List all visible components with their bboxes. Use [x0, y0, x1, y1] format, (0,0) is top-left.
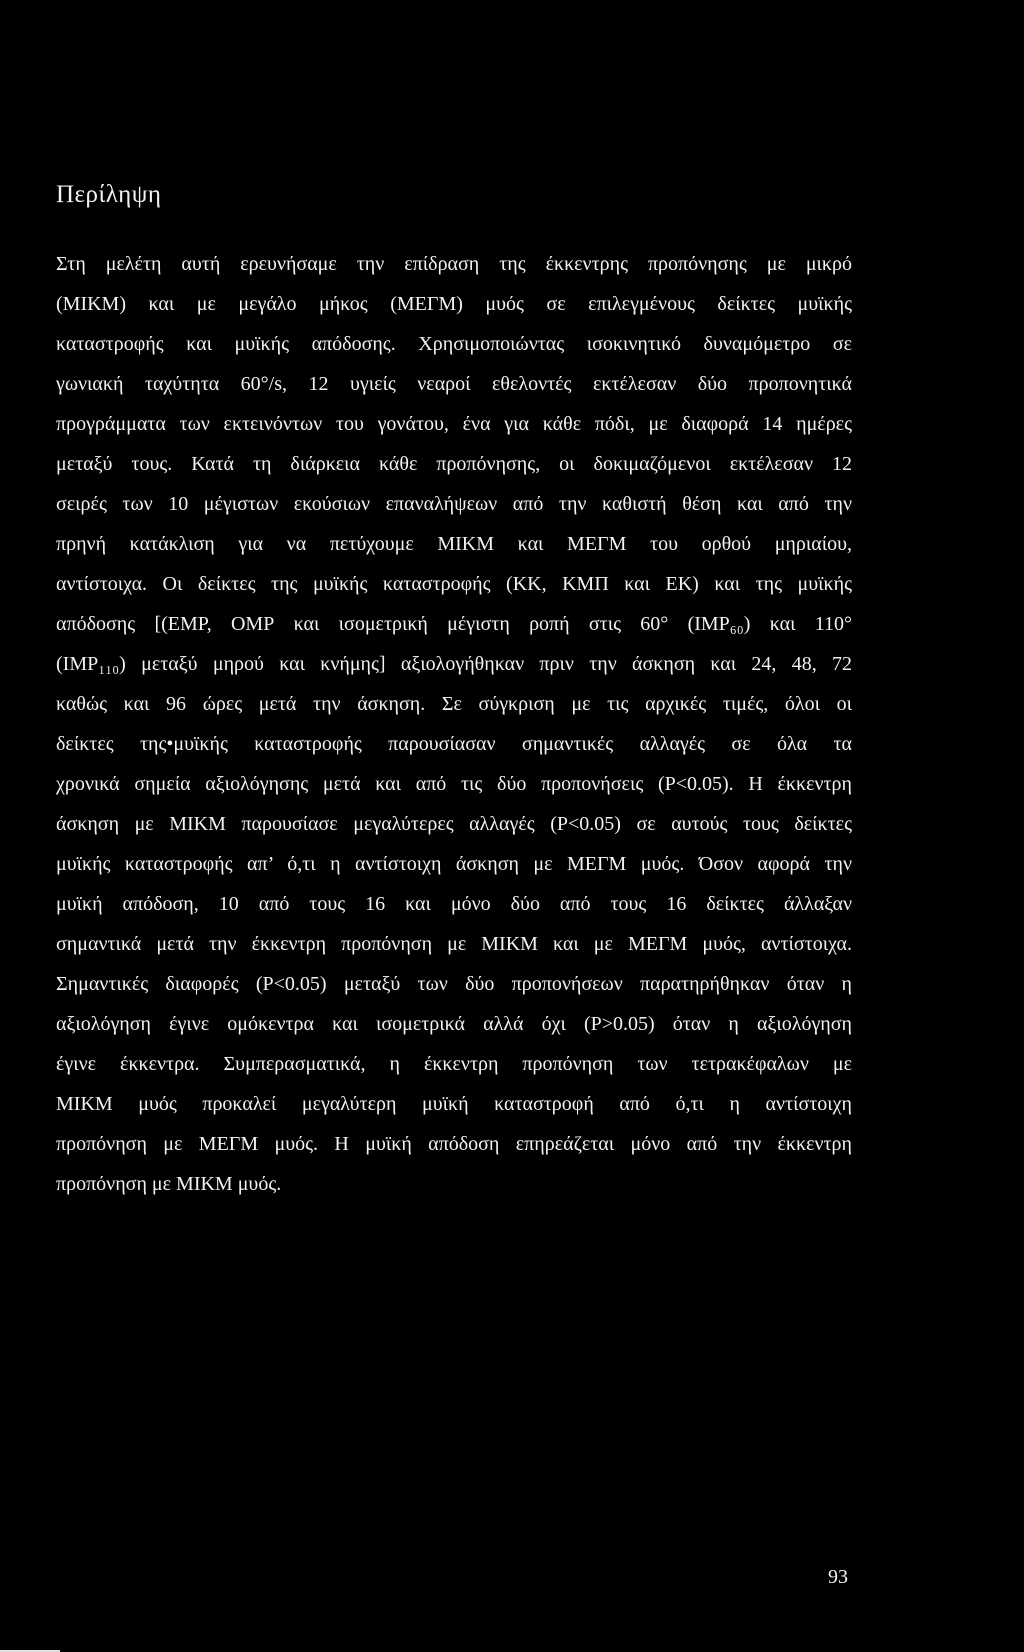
- abstract-line: (ΙΜΡ₁₁₀) μεταξύ μηρού και κνήμης] αξιολογήθηκαν πριν την άσκηση και 24, 48, 72: [56, 653, 852, 675]
- abstract-line: γωνιακή ταχύτητα 60°/s, 12 υγιείς νεαροί εθελοντές εκτέλεσαν δύο προπονητικά: [56, 373, 852, 395]
- abstract-line: προγράμματα των εκτεινόντων του γονάτου, ένα για κάθε πόδι, με διαφορά 14 ημέρες: [56, 413, 852, 435]
- abstract-line: καθώς και 96 ώρες μετά την άσκηση. Σε σύγκριση με τις αρχικές τιμές, όλοι οι: [56, 693, 852, 715]
- abstract-line: έγινε έκκεντρα. Συμπερασματικά, η έκκεντρη προπόνηση των τετρακέφαλων με: [56, 1053, 852, 1075]
- abstract-line: μυϊκή απόδοση, 10 από τους 16 και μόνο δύο από τους 16 δείκτες άλλαξαν: [56, 893, 852, 915]
- abstract-line: σειρές των 10 μέγιστων εκούσιων επαναλήψεων από την καθιστή θέση και από την: [56, 493, 852, 515]
- abstract-line: πρηνή κατάκλιση για να πετύχουμε ΜΙΚΜ και ΜΕΓΜ του ορθού μηριαίου,: [56, 533, 852, 555]
- abstract-line: σημαντικά μετά την έκκεντρη προπόνηση με ΜΙΚΜ και με ΜΕΓΜ μυός, αντίστοιχα.: [56, 933, 852, 955]
- page-number: 93: [828, 1566, 848, 1588]
- abstract-line: (ΜΙΚΜ) και με μεγάλο μήκος (ΜΕΓΜ) μυός σε επιλεγμένους δείκτες μυϊκής: [56, 293, 852, 315]
- section-heading: Περίληψη: [56, 181, 162, 208]
- abstract-line: μυϊκής καταστροφής απ’ ό,τι η αντίστοιχη άσκηση με ΜΕΓΜ μυός. Όσον αφορά την: [56, 853, 852, 875]
- abstract-line: ΜΙΚΜ μυός προκαλεί μεγαλύτερη μυϊκή καταστροφή από ό,τι η αντίστοιχη: [56, 1093, 852, 1115]
- abstract-line: προπόνηση με ΜΙΚΜ μυός.: [56, 1173, 282, 1195]
- abstract-line: Σημαντικές διαφορές (Ρ<0.05) μεταξύ των δύο προπονήσεων παρατηρήθηκαν όταν η: [56, 973, 852, 995]
- abstract-line: προπόνηση με ΜΕΓΜ μυός. Η μυϊκή απόδοση επηρεάζεται μόνο από την έκκεντρη: [56, 1133, 852, 1155]
- abstract-line: Στη μελέτη αυτή ερευνήσαμε την επίδραση της έκκεντρης προπόνησης με μικρό: [56, 253, 852, 275]
- abstract-line: καταστροφής και μυϊκής απόδοσης. Χρησιμοποιώντας ισοκινητικό δυναμόμετρο σε: [56, 333, 852, 355]
- abstract-line: αντίστοιχα. Οι δείκτες της μυϊκής καταστροφής (ΚΚ, ΚΜΠ και ΕΚ) και της μυϊκής: [56, 573, 852, 595]
- abstract-line: μεταξύ τους. Κατά τη διάρκεια κάθε προπόνησης, οι δοκιμαζόμενοι εκτέλεσαν 12: [56, 453, 852, 475]
- abstract-line: αξιολόγηση έγινε ομόκεντρα και ισομετρικά αλλά όχι (Ρ>0.05) όταν η αξιολόγηση: [56, 1013, 852, 1035]
- abstract-line: άσκηση με ΜΙΚΜ παρουσίασε μεγαλύτερες αλλαγές (Ρ<0.05) σε αυτούς τους δείκτες: [56, 813, 852, 835]
- abstract-line: δείκτες της•μυϊκής καταστροφής παρουσίασαν σημαντικές αλλαγές σε όλα τα: [56, 733, 852, 755]
- abstract-line: απόδοσης [(ΕΜΡ, ΟΜΡ και ισομετρική μέγιστη ροπή στις 60° (ΙΜΡ₆₀) και 110°: [56, 613, 852, 635]
- abstract-line: χρονικά σημεία αξιολόγησης μετά και από τις δύο προπονήσεις (Ρ<0.05). Η έκκεντρη: [56, 773, 852, 795]
